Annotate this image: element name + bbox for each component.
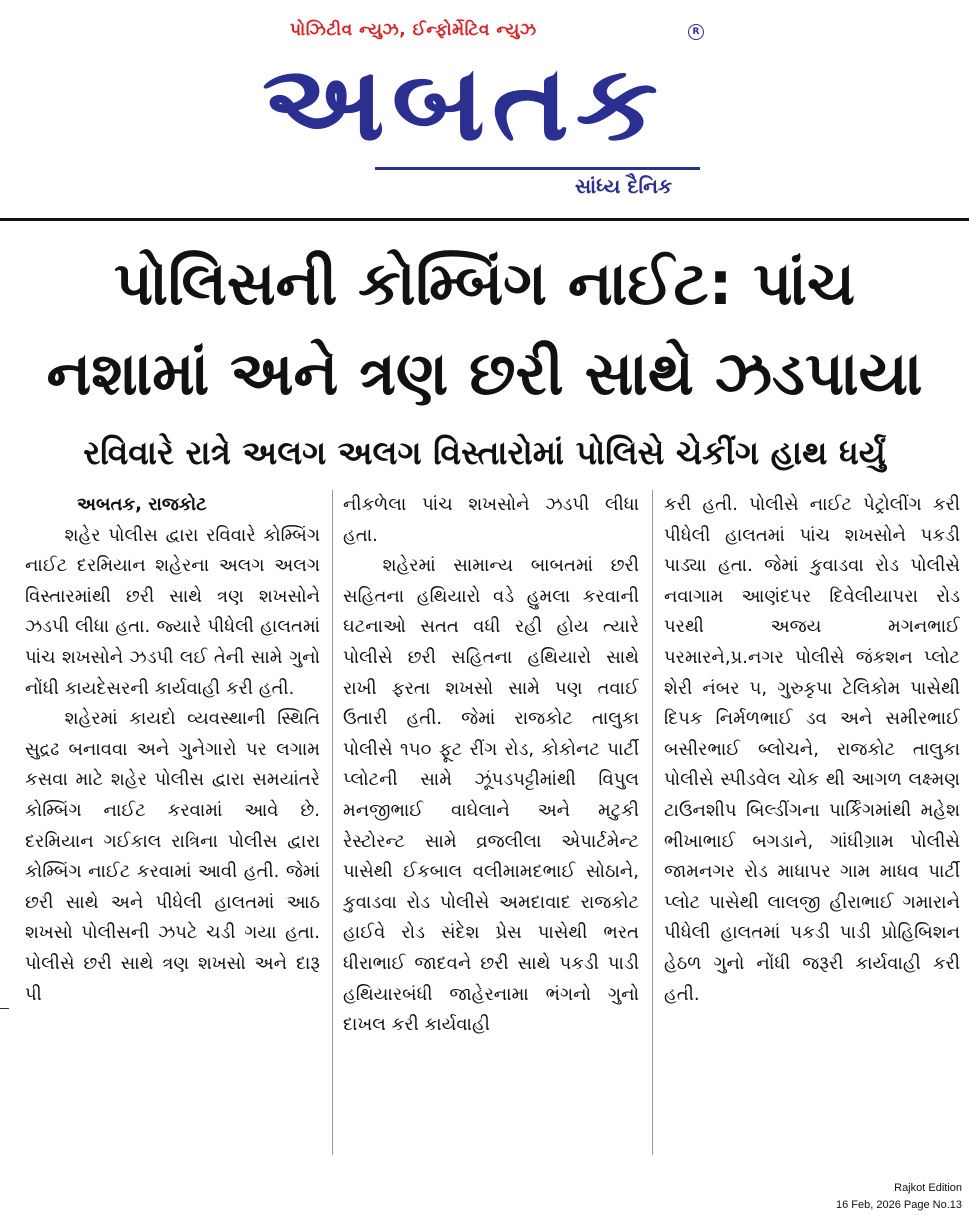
- registered-mark-icon: R: [688, 24, 704, 40]
- column-divider: [652, 490, 653, 1155]
- masthead: [0, 0, 969, 215]
- edition-date-page: 16 Feb, 2026 Page No.13: [836, 1199, 962, 1211]
- headline-line-1: પોલિસની કોમ્બિંગ નાઈટ: પાંચ: [114, 249, 855, 319]
- edition-info: [836, 1180, 962, 1214]
- headline-line-2: નશામાં અને ત્રણ છરી સાથે ઝડપાયા: [46, 339, 923, 409]
- paragraph: શહેરમાં કાયદો વ્યવસ્થાની સ્થિતિ સુદ્રઢ બનાવવા અને ગુનેગારો પર લગામ કસવા માટે શહેર પોલીસ દ્વારા સમયાંતરે કોમ્બિંગ નાઈટ કરવામાં આવે છે. દરમિયાન ગઈકાલ રાત્રિના પોલીસ દ્વારા કોમ્બિંગ નાઈટ કરવામાં આવી હતી. જેમાં છરી સાથે અને પીધેલી હાલતમાં આઠ શખસો પોલીસની ઝપટે ચડી ગયા હતા. પોલીસે છરી સાથે ત્રણ શખસો અને દારૂ પી: [25, 708, 320, 1005]
- dateline: અબતક, રાજકોટ: [77, 494, 207, 515]
- edition-name: Rajkot Edition: [894, 1182, 962, 1194]
- paragraph: શહેરમાં સામાન્ય બાબતમાં છરી સહિતના હથિયારો વડે હુમલા કરવાની ઘટનાઓ સતત વધી રહી હોય ત્યારે પોલીસે છરી સહિતના હથિયારો સાથે રાખી ફરતા શખસો સામે પણ તવાઈ ઉતારી હતી. જેમાં રાજકોટ તાલુકા પોલીસે ૧૫૦ ફૂટ રીંગ રોડ, કોકોનટ પાર્ટી પ્લોટની સામે ઝૂંપડપટ્ટીમાંથી વિપુલ મનજીભાઈ વાઘેલાને અને મટુકી રેસ્ટોરન્ટ સામે વ્રજલીલા એપાર્ટમેન્ટ પાસેથી ઈકબાલ વલીમામદભાઈ સોઠાને, કુવાડવા રોડ પોલીસે અમદાવાદ રાજકોટ હાઈવે રોડ સંદેશ પ્રેસ પાસેથી ભરત ધીરાભાઈ જાદવને છરી સાથે પકડી પાડી હથિયારબંધી જાહેરનામા ભંગનો ગુનો દાખલ કરી કાર્યવાહી: [343, 555, 639, 1036]
- article-column-3: [664, 490, 960, 1180]
- paragraph: શહેર પોલીસ દ્વારા રવિવારે કોમ્બિંગ નાઈટ દરમિયાન શહેરના અલગ અલગ વિસ્તારમાંથી છરી સાથે ત્રણ શખસોને ઝડપી લીધા હતા. જ્યારે પીધેલી હાલતમાં પાંચ શખસોને ઝડપી લઈ તેની સામે ગુનો નોંધી કાયદેસરની કાર્યવાહી કરી હતી.: [25, 524, 320, 699]
- brand-underline: [375, 167, 700, 170]
- margin-tick: [0, 1008, 9, 1009]
- paragraph: કરી હતી. પોલીસે નાઈટ પેટ્રોલીંગ કરી પીધેલી હાલતમાં પાંચ શખસોને પકડી પાડ્યા હતા. જેમાં કુવાડવા રોડ પોલીસે નવાગામ આણંદપર દિવેલીયાપરા રોડ પરથી અજય મગનભાઈ પરમારને,પ્ર.નગર પોલીસે જંકશન પ્લોટ શેરી નંબર ૫, ગુરુકૃપા ટેલિકોમ પાસેથી દિપક નિર્મળભાઈ ડવ અને સમીરભાઈ બસીરભાઈ બ્લોચને, રાજકોટ તાલુકા પોલીસે સ્પીડવેલ ચોક થી આગળ લક્ષ્મણ ટાઉનશીપ બિલ્ડીંગના પાર્કિંગમાંથી મહેશ ભીખાભાઈ બગડાને, ગાંધીગ્રામ પોલીસે જામનગર રોડ માધાપર ગામ માધવ પાર્ટી પ્લોટ પાસેથી લાલજી હીરાભાઈ ગમારાને પીધેલી હાલતમાં પકડી પાડી પ્રોહિબિશન હેઠળ ગુનો નોંધી જરૂરી કાર્યવાહી કરી હતી.: [664, 494, 960, 1005]
- brand-logo: અબતક: [262, 42, 665, 164]
- paragraph: નીકળેલા પાંચ શખસોને ઝડપી લીધા હતા.: [343, 494, 639, 546]
- masthead-divider: [0, 218, 969, 221]
- article-column-2: [343, 490, 639, 1180]
- column-divider: [332, 490, 333, 1155]
- masthead-tagline: પોઝિટીવ ન્યુઝ, ઈન્ફોર્મેટિવ ન્યુઝ: [290, 20, 537, 40]
- article-column-1: [25, 490, 320, 1180]
- masthead-subtitle: સાંધ્ય દૈનિક: [575, 174, 673, 198]
- subheadline: રવિવારે રાત્રે અલગ અલગ વિસ્તારોમાં પોલિસે ચેકીંગ હાથ ધર્યું: [83, 433, 886, 472]
